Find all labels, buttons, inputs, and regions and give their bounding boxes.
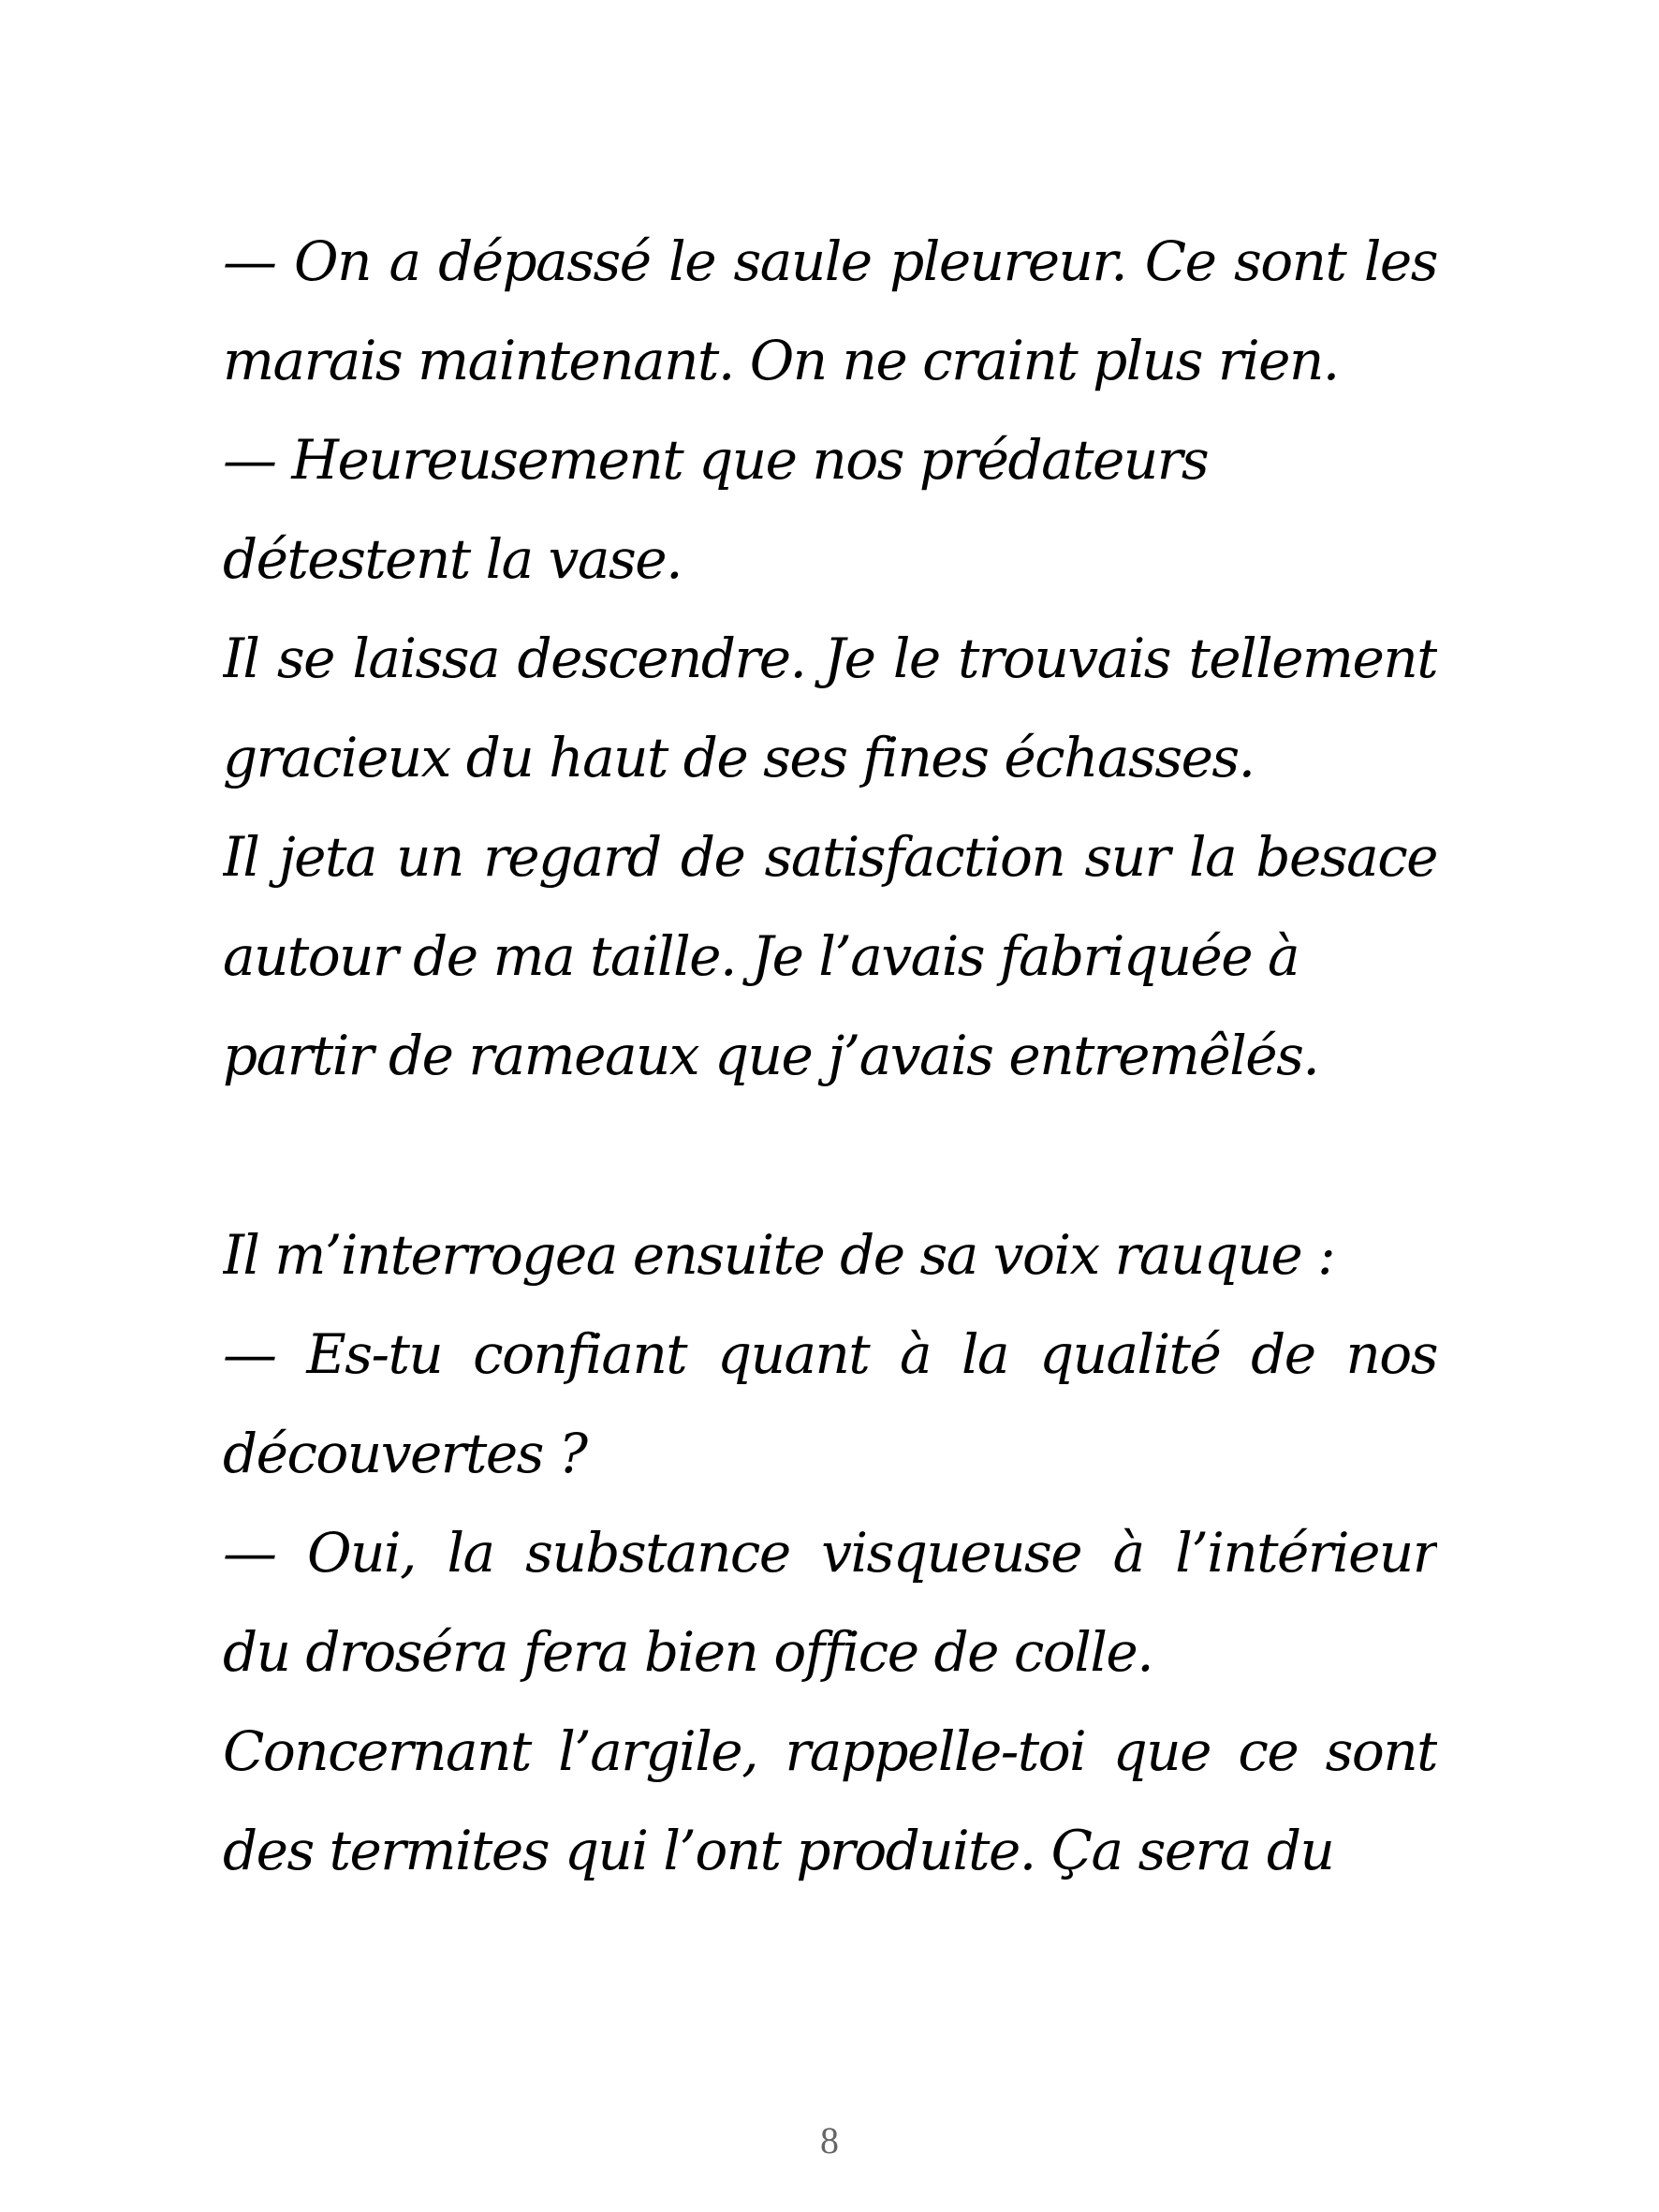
text-line: découvertes ? [223,1422,587,1485]
body-text [223,212,1437,1900]
text-line: du droséra fera bien office de colle. [223,1620,1153,1684]
text-line: Concernant l’argile, rappelle-toi que ce sont [223,1719,1437,1783]
text-line: — On a dépassé le saule pleureur. Ce sont les [223,229,1437,293]
paragraph-gap [223,1105,1437,1205]
text-line: des termites qui l’ont produite. Ça sera du [223,1819,1334,1882]
text-line: Il jeta un regard de satisfaction sur la besace [223,825,1437,889]
text-line: gracieux du haut de ses fines échasses. [223,726,1255,789]
paragraph-2 [223,1205,1437,1900]
text-line: — Oui, la substance visqueuse à l’intérieur [223,1521,1437,1585]
text-line: Il m’interrogea ensuite de sa voix rauque : [223,1223,1335,1287]
paragraph-1 [223,212,1437,1105]
text-line: partir de rameaux que j’avais entremêlés. [223,1024,1319,1087]
text-line: détestent la vase. [223,527,683,591]
text-line: autour de ma taille. Je l’avais fabriquée à [223,924,1299,988]
text-line: marais maintenant. On ne craint plus rien. [223,329,1339,392]
text-line: — Es-tu confiant quant à la qualité de nos [223,1322,1437,1386]
text-line: — Heureusement que nos prédateurs [223,428,1209,492]
text-line: Il se laissa descendre. Je le trouvais tellement [223,627,1437,690]
page-number: 8 [820,2119,839,2161]
